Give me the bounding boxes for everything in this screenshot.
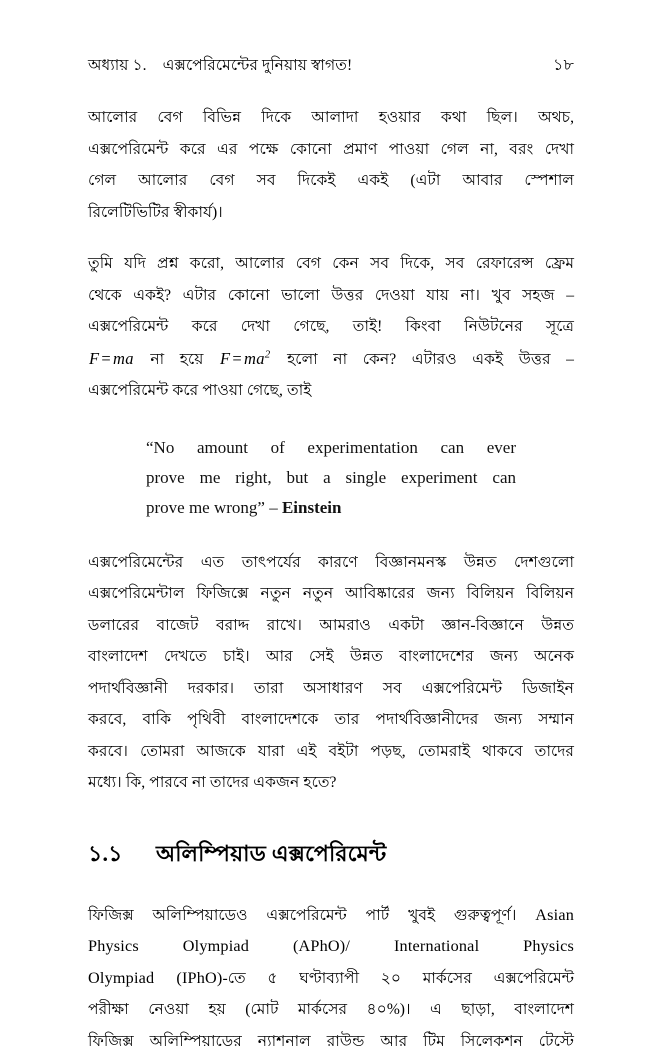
paragraph-2-line-1: তুমি যদি প্রশ্ন করো, আলোর বেগ কেন সব দিকে, সব রেফারেন্স ফ্রেম bbox=[88, 248, 574, 280]
paragraph-3-line-5: পদার্থবিজ্ঞানী দরকার। তারা অসাধারণ সব এক্সপেরিমেন্ট ডিজাইন bbox=[88, 673, 574, 705]
quote-line-2: prove me right, but a single experiment can bbox=[146, 463, 516, 493]
section-title: অলিম্পিয়াড এক্সপেরিমেন্ট bbox=[156, 837, 574, 874]
math-exponent-two: 2 bbox=[265, 348, 271, 360]
running-header-chapter-title: এক্সপেরিমেন্টের দুনিয়ায় স্বাগত! bbox=[163, 57, 353, 74]
quote-line-1: “No amount of experimentation can ever bbox=[146, 433, 516, 463]
inline-math-f-equals-ma bbox=[88, 349, 135, 368]
math-operator-equals-2: = bbox=[230, 349, 244, 368]
paragraph-1-line-1: আলোর বেগ বিভিন্ন দিকে আলাদা হওয়ার কথা ছিল। অথচ, bbox=[88, 102, 574, 134]
paragraph-2-line-3: এক্সপেরিমেন্ট করে দেখা গেছে, তাই! কিংবা নিউটনের সূত্রে bbox=[88, 311, 574, 343]
running-header bbox=[88, 52, 574, 78]
paragraph-4-line-5: ফিজিক্স অলিম্পিয়াডের ন্যাশনাল রাউন্ড আর টিম সিলেকশন টেস্টে bbox=[88, 1026, 574, 1057]
paragraph-4-line-1 bbox=[88, 900, 574, 932]
page-number: ১৮ bbox=[553, 52, 574, 79]
einstein-quotation-block bbox=[88, 433, 574, 523]
math-operator-equals: = bbox=[99, 349, 113, 368]
quote-line-3-text: prove me wrong” – bbox=[146, 498, 282, 517]
paragraph-3-line-6: করবে, বাকি পৃথিবী বাংলাদেশকে তার পদার্থবিজ্ঞানীদের জন্য সম্মান bbox=[88, 704, 574, 736]
section-heading bbox=[88, 837, 574, 874]
math-term-ma: ma bbox=[113, 349, 134, 368]
paragraph-2-line-5: এক্সপেরিমেন্ট করে পাওয়া গেছে, তাই bbox=[88, 375, 574, 407]
paragraph-3-line-8: মধ্যে। কি, পারবে না তাদের একজন হতে? bbox=[88, 767, 574, 799]
paragraph-4-line-1-bengali: ফিজিক্স অলিম্পিয়াডেও এক্সপেরিমেন্ট পার্ট খুবই গুরুত্বপূর্ণ। bbox=[88, 907, 535, 924]
paragraph-3-line-4: বাংলাদেশ দেখতে চাই। আর সেই উন্নত বাংলাদেশের জন্য অনেক bbox=[88, 641, 574, 673]
paragraph-3-line-2: এক্সপেরিমেন্টাল ফিজিক্সে নতুন নতুন আবিষ্কারের জন্য বিলিয়ন বিলিয়ন bbox=[88, 578, 574, 610]
running-header-left bbox=[88, 53, 352, 79]
paragraph-3 bbox=[88, 547, 574, 799]
paragraph-4-line-3 bbox=[88, 963, 574, 995]
paragraph-4-line-3-bengali: -তে ৫ ঘণ্টাব্যাপী ২০ মার্কসের এক্সপেরিমেন্ট bbox=[223, 970, 574, 987]
paragraph-4 bbox=[88, 900, 574, 1057]
paragraph-4-line-2: Physics Olympiad (APhO)/ International Physics bbox=[88, 931, 574, 963]
paragraph-2-line-4-mid-text: না হয়ে bbox=[150, 351, 203, 368]
paragraph-1 bbox=[88, 102, 574, 228]
section-number: ১.১ bbox=[88, 837, 156, 874]
paragraph-1-line-4: রিলেটিভিটির স্বীকার্য)। bbox=[88, 197, 574, 229]
paragraph-4-line-1-latin: Asian bbox=[535, 906, 574, 924]
paragraph-3-line-1: এক্সপেরিমেন্টের এত তাৎপর্যের কারণে বিজ্ঞানমনস্ক উন্নত দেশগুলো bbox=[88, 547, 574, 579]
math-symbol-force-2: F bbox=[220, 349, 230, 368]
math-symbol-force: F bbox=[89, 349, 99, 368]
paragraph-3-line-3: ডলারের বাজেট বরাদ্দ রাখে। আমরাও একটা জ্ঞান-বিজ্ঞানে উন্নত bbox=[88, 610, 574, 642]
paragraph-4-line-3-latin: Olympiad (IPhO) bbox=[88, 969, 223, 987]
running-header-chapter-label: অধ্যায় ১. bbox=[88, 57, 147, 74]
paragraph-2-line-4 bbox=[88, 343, 574, 376]
math-term-ma-2: ma bbox=[244, 349, 265, 368]
paragraph-3-line-7: করবে। তোমরা আজকে যারা এই বইটা পড়ছ, তোমরাই থাকবে তাদের bbox=[88, 736, 574, 768]
quote-attribution-author: Einstein bbox=[282, 498, 342, 517]
paragraph-1-line-2: এক্সপেরিমেন্ট করে এর পক্ষে কোনো প্রমাণ পাওয়া গেল না, বরং দেখা bbox=[88, 134, 574, 166]
inline-math-f-equals-ma-squared bbox=[219, 349, 272, 368]
paragraph-2-line-2: থেকে একই? এটার কোনো ভালো উত্তর দেওয়া যায় না। খুব সহজ – bbox=[88, 280, 574, 312]
paragraph-4-line-4: পরীক্ষা নেওয়া হয় (মোট মার্কসের ৪০%)। এ ছাড়া, বাংলাদেশ bbox=[88, 994, 574, 1026]
quote-line-3 bbox=[146, 493, 516, 523]
page-content-column bbox=[88, 0, 574, 1057]
paragraph-2-line-4-tail-text: হলো না কেন? এটারও একই উত্তর – bbox=[287, 351, 574, 368]
paragraph-1-line-3: গেল আলোর বেগ সব দিকেই একই (এটা আবার স্পেশাল bbox=[88, 165, 574, 197]
paragraph-2 bbox=[88, 248, 574, 407]
